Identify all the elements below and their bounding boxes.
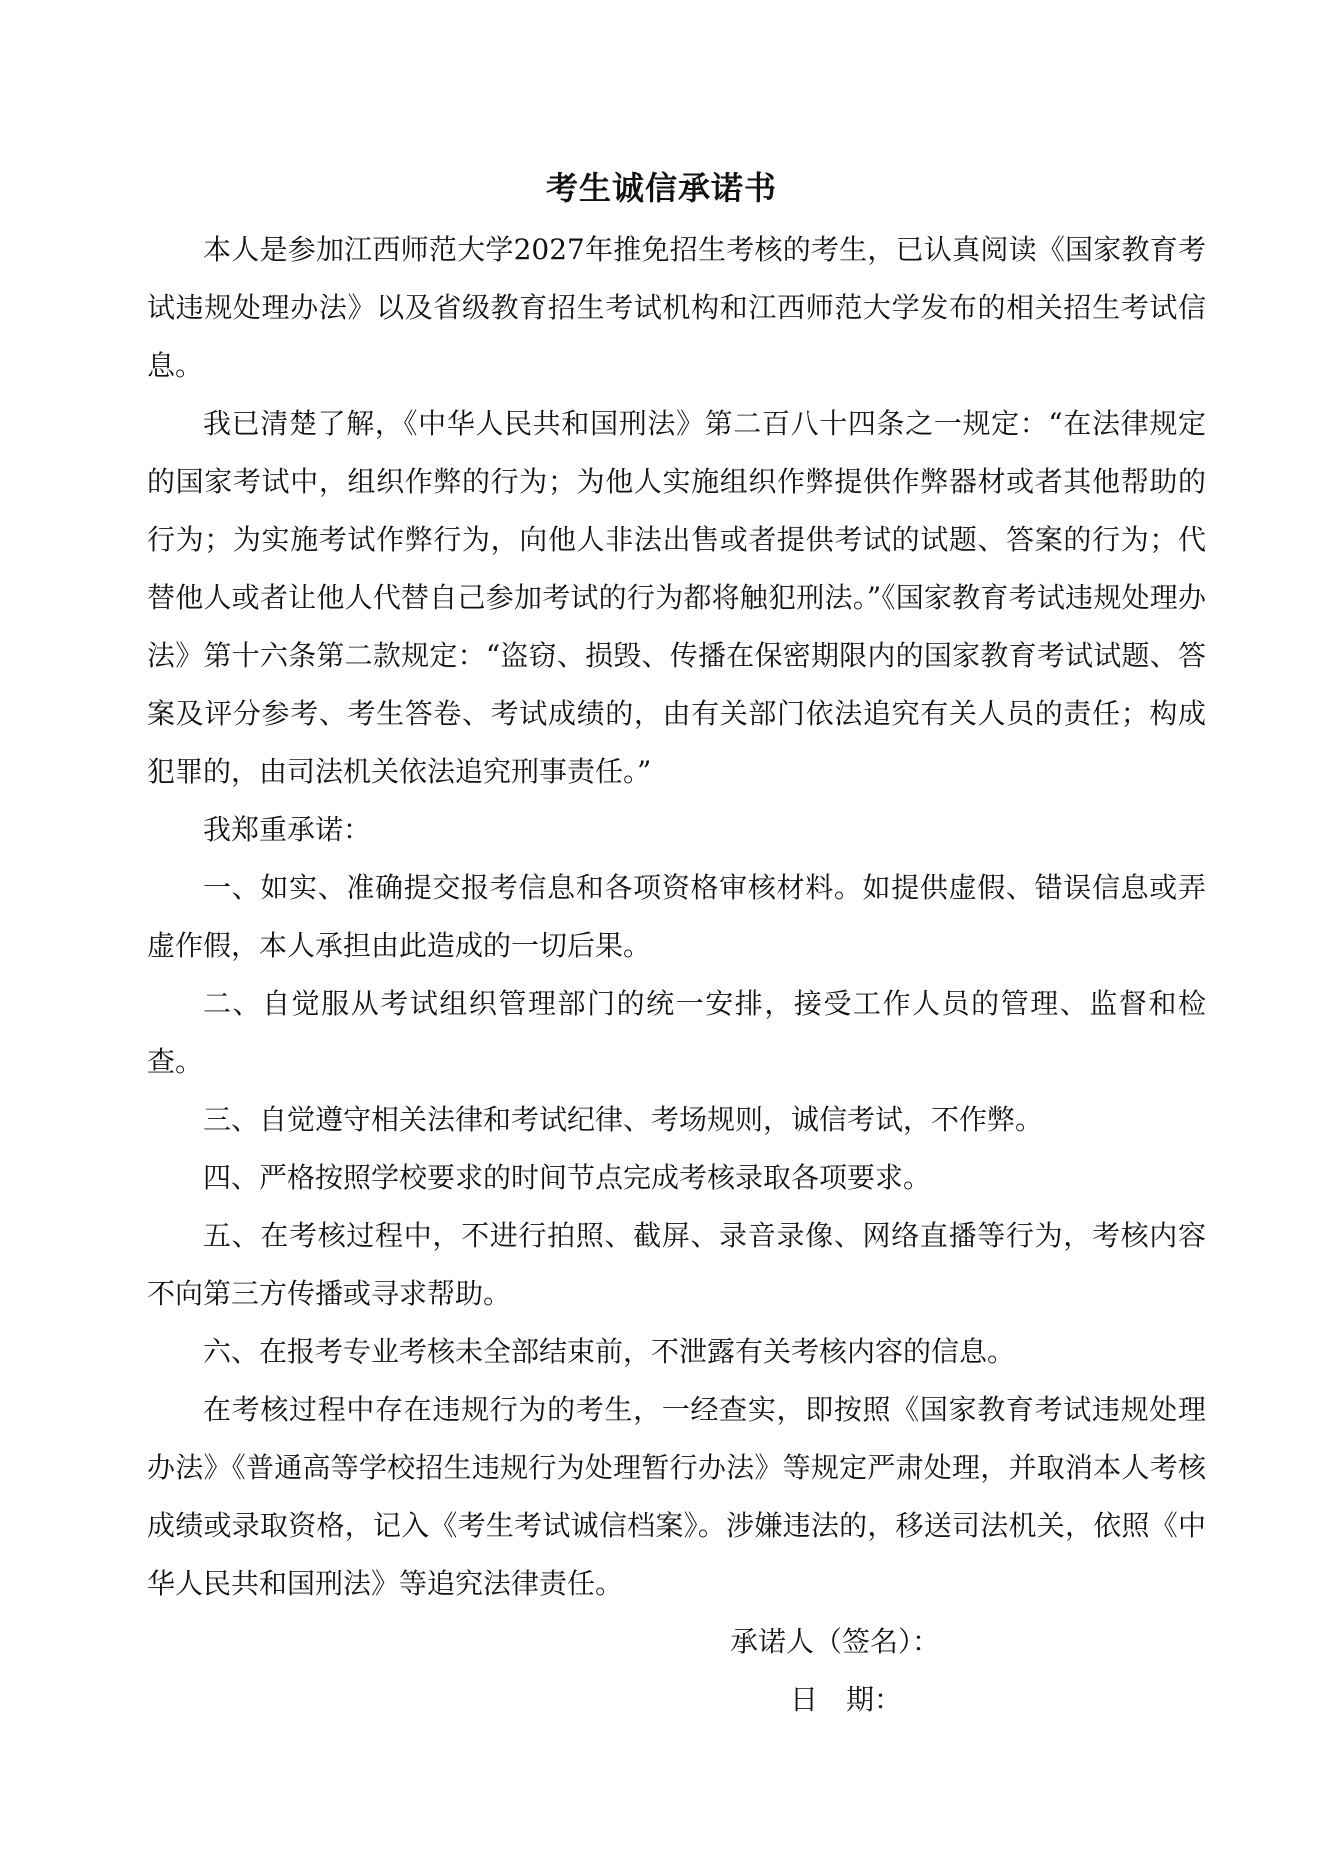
- document-title: 考生诚信承诺书: [545, 169, 777, 207]
- signature-block: [730, 1613, 1130, 1729]
- paragraph-consequences: 在考核过程中存在违规行为的考生，一经查实，即按照《国家教育考试违规处理办法》《普通高等学校招生违规行为处理暂行办法》等规定严肃处理，并取消本人考核成绩或录取资格，记入《考生考试诚信档案》。涉嫌违法的，移送司法机关，依照《中华人民共和国刑法》等追究法律责任。: [147, 1393, 1206, 1600]
- paragraph-intro: 本人是参加江西师范大学2027年推免招生考核的考生，已认真阅读《国家教育考试违规处理办法》以及省级教育招生考试机构和江西师范大学发布的相关招生考试信息。: [147, 233, 1206, 382]
- pledge-item-3: 三、自觉遵守相关法律和考试纪律、考场规则，诚信考试，不作弊。: [203, 1103, 1044, 1136]
- date-label: 日 期：: [790, 1683, 903, 1716]
- document-body: [147, 221, 1206, 1613]
- pledge-item-4: 四、严格按照学校要求的时间节点完成考核录取各项要求。: [203, 1161, 932, 1194]
- pledge-item-5: 五、在考核过程中，不进行拍照、截屏、录音录像、网络直播等行为，考核内容不向第三方传播或寻求帮助。: [147, 1219, 1206, 1310]
- signature-label: 承诺人（签名）：: [730, 1625, 941, 1658]
- pledge-item-6: 六、在报考专业考核未全部结束前，不泄露有关考核内容的信息。: [203, 1335, 1016, 1368]
- paragraph-legal-notice: 我已清楚了解，《中华人民共和国刑法》第二百八十四条之一规定：“在法律规定的国家考试中，组织作弊的行为；为他人实施组织作弊提供作弊器材或者其他帮助的行为；为实施考试作弊行为，向他人非法出售或者提供考试的试题、答案的行为；代替他人或者让他人代替自己参加考试的行为都将触犯刑法。”《国家教育考试违规处理办法》第十六条第二款规定：“盗窃、损毁、传播在保密期限内的国家教育考试试题、答案及评分参考、考生答卷、考试成绩的，由有关部门依法追究有关人员的责任；构成犯罪的，由司法机关依法追究刑事责任。”: [147, 407, 1206, 788]
- paragraph-pledge-heading: 我郑重承诺：: [203, 813, 372, 846]
- pledge-item-1: 一、如实、准确提交报考信息和各项资格审核材料。如提供虚假、错误信息或弄虚作假，本人承担由此造成的一切后果。: [147, 871, 1206, 962]
- pledge-item-2: 二、自觉服从考试组织管理部门的统一安排，接受工作人员的管理、监督和检查。: [147, 987, 1206, 1078]
